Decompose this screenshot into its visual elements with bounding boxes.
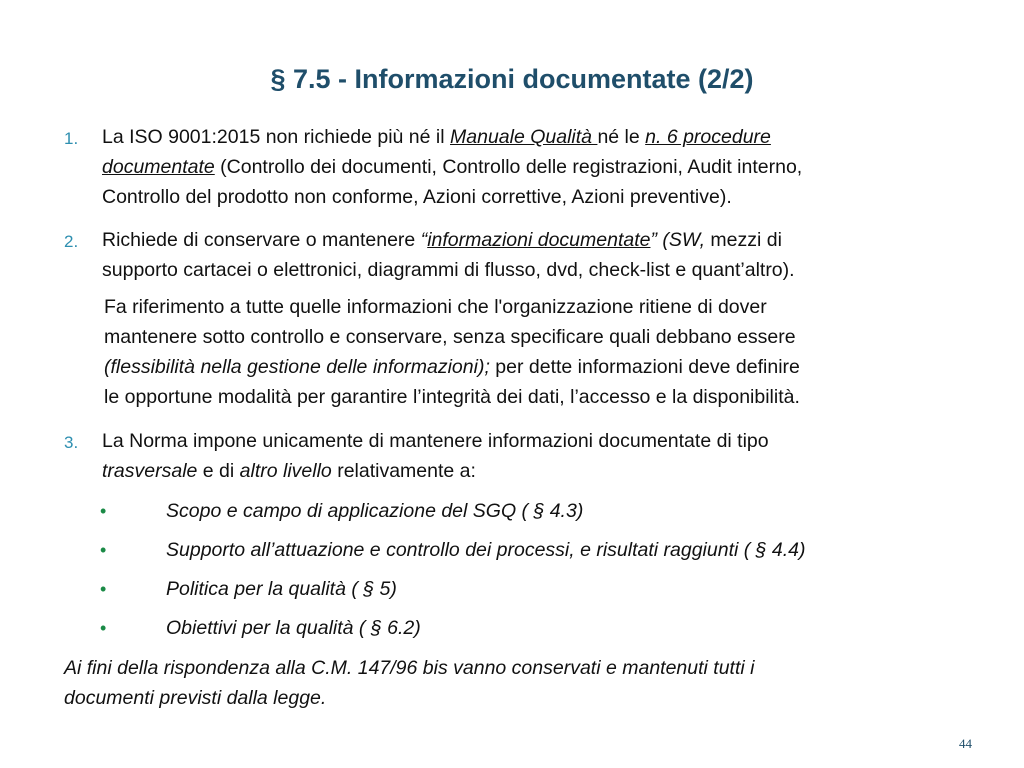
para-line-2: mantenere sotto controllo e conservare, senza specificare quali debbano essere [104,326,796,348]
bullet-dot-icon: • [100,501,107,521]
page-number: 44 [959,736,972,751]
slide-title: § 7.5 - Informazioni documentate (2/2) [270,64,754,94]
item2-close-quote: ” (SW, [650,229,705,251]
bullet-item-4 [100,613,980,643]
item2-open-quote: “ [420,229,428,251]
bullet-text-3: Politica per la qualità ( § 5) [166,578,397,600]
closing-line-2: documenti previsti dalla legge. [64,687,327,709]
item2-text-b: mezzi di [705,229,782,251]
bullet-text-1: Scopo e campo di applicazione del SGQ ( § 4.3) [166,500,584,522]
list-item-3 [64,426,964,486]
item1-manuale-qualita: Manuale Qualità [450,126,598,148]
item3-text-b: e di [197,460,240,482]
bullet-dot-icon: • [100,579,107,599]
bullet-item-2 [100,535,980,565]
bullet-text-4: Obiettivi per la qualità ( § 6.2) [166,617,421,639]
bullet-dot-icon: • [100,618,107,638]
item3-text-c: relativamente a: [331,460,476,482]
item3-text-a: La Norma impone unicamente di mantenere informazioni documentate di tipo [102,430,769,452]
item3-altro-livello: altro livello [239,460,332,482]
closing-note [64,653,964,713]
bullet-dot-icon: • [100,540,107,560]
item1-documentate: documentate [102,156,215,178]
item1-text-d: Controllo del prodotto non conforme, Azioni correttive, Azioni preventive). [102,186,732,208]
bullet-text-2: Supporto all’attuazione e controllo dei processi, e risultati raggiunti ( § 4.4) [166,539,806,561]
list-item-2 [64,225,964,285]
item1-procedure: n. 6 procedure [645,126,771,148]
list-item-2-text [102,225,964,285]
closing-line-1: Ai fini della rispondenza alla C.M. 147/96 bis vanno conservati e mantenuti tutti i [64,657,755,679]
item1-text-a: La ISO 9001:2015 non richiede più né il [102,126,451,148]
para-line-1: Fa riferimento a tutte quelle informazioni che l'organizzazione ritiene di dover [104,296,767,318]
item1-text-c: (Controllo dei documenti, Controllo delle registrazioni, Audit interno, [214,156,803,178]
list-item-1 [64,122,964,212]
bullet-item-1 [100,496,980,526]
list-number-3: 3. [64,433,79,452]
item2-text-a: Richiede di conservare o mantenere [102,229,421,251]
bullet-item-3 [100,574,980,604]
item2-text-c: supporto cartacei o elettronici, diagrammi di flusso, dvd, check-list e quant’altro). [102,259,795,281]
list-number-2: 2. [64,232,79,251]
para-line-3: per dette informazioni deve definire [489,356,800,378]
reference-paragraph [104,292,984,412]
list-item-3-text [102,426,964,486]
item3-trasversale: trasversale [102,460,198,482]
item2-informazioni-documentate: informazioni documentate [427,229,651,251]
para-italic-flessibilita: (flessibilità nella gestione delle informazioni); [104,356,490,378]
list-number-1: 1. [64,129,79,148]
list-item-1-text [102,122,964,212]
item1-text-b: né le [597,126,646,148]
para-line-4: le opportune modalità per garantire l’integrità dei dati, l’accesso e la disponibilità. [104,386,800,408]
